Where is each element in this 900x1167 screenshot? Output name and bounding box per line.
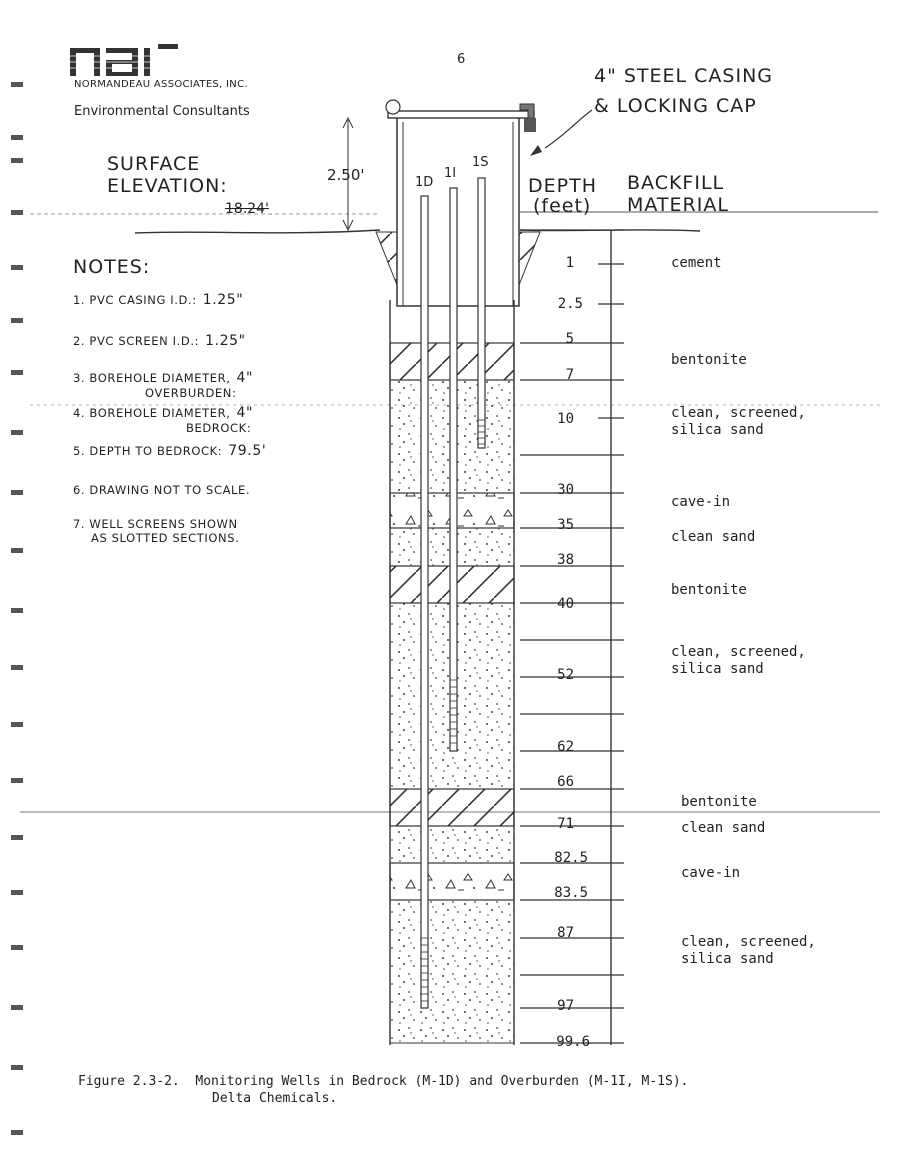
figure-caption: Figure 2.3-2. Monitoring Wells in Bedrock (M-1D) and Overburden (M-1I, M-1S). Delta Chemicals. [78,1074,689,1106]
depth-value: 83.5 [554,885,588,901]
material-label: clean sand [681,820,766,836]
depth-value: 71 [557,816,574,832]
material-label: clean, screened, silica sand [681,934,816,967]
surface-elevation-value: 18.24' [225,201,269,217]
well-label-1d: 1D [415,175,434,190]
notes-title: NOTES: [73,256,151,278]
material-label: clean sand [671,529,756,545]
note-2: 2. PVC SCREEN I.D.: 1.25" [73,333,246,349]
material-label: bentonite [671,582,747,598]
depth-value: 62 [557,739,574,755]
material-label: cave-in [671,494,731,510]
well-label-1s: 1S [472,155,489,170]
stickup-height: 2.50' [327,166,365,184]
material-label: cement [671,255,722,271]
material-label: clean, screened, silica sand [671,644,806,677]
note-1: 1. PVC CASING I.D.: 1.25" [73,292,244,308]
note-5: 5. DEPTH TO BEDROCK: 79.5' [73,443,267,459]
depth-value: 97 [557,998,574,1014]
depth-value: 7 [565,367,574,383]
surface-label-line2: ELEVATION: [107,175,228,197]
depth-value: 1 [565,255,574,271]
note-7: 7. WELL SCREENS SHOWN AS SLOTTED SECTIONS. [73,517,240,545]
note-6: 6. DRAWING NOT TO SCALE. [73,483,251,497]
note-3: 3. BOREHOLE DIAMETER, 4" OVERBURDEN: [73,370,254,400]
depth-value: 82.5 [554,850,588,866]
casing-label-line1: 4" STEEL CASING [594,65,774,87]
depth-value: 2.5 [557,296,583,312]
note-4: 4. BOREHOLE DIAMETER, 4" BEDROCK: [73,405,254,435]
depth-value: 66 [557,774,574,790]
depth-value: 5 [565,331,574,347]
casing-label-line2: & LOCKING CAP [594,95,757,117]
depth-value: 52 [557,667,574,683]
depth-value: 40 [557,596,574,612]
company-name: NORMANDEAU ASSOCIATES, INC. [74,79,248,90]
depth-value: 87 [557,925,574,941]
material-label: bentonite [671,352,747,368]
surface-label-line1: SURFACE [107,153,201,175]
backfill-header-line1: BACKFILL [627,172,725,194]
page-number: 6 [457,52,466,67]
company-tagline: Environmental Consultants [74,104,250,119]
depth-value: 99.6 [556,1034,590,1050]
depth-value: 38 [557,552,574,568]
depth-value: 30 [557,482,574,498]
depth-value: 35 [557,517,574,533]
material-label: cave-in [681,865,741,881]
material-label: bentonite [681,794,757,810]
backfill-header-line2: MATERIAL [627,194,729,216]
depth-value: 10 [557,411,574,427]
depth-header-line1: DEPTH [528,175,597,197]
material-label: clean, screened, silica sand [671,405,806,438]
depth-header-line2: (feet) [533,195,592,217]
well-label-1i: 1I [444,166,457,181]
